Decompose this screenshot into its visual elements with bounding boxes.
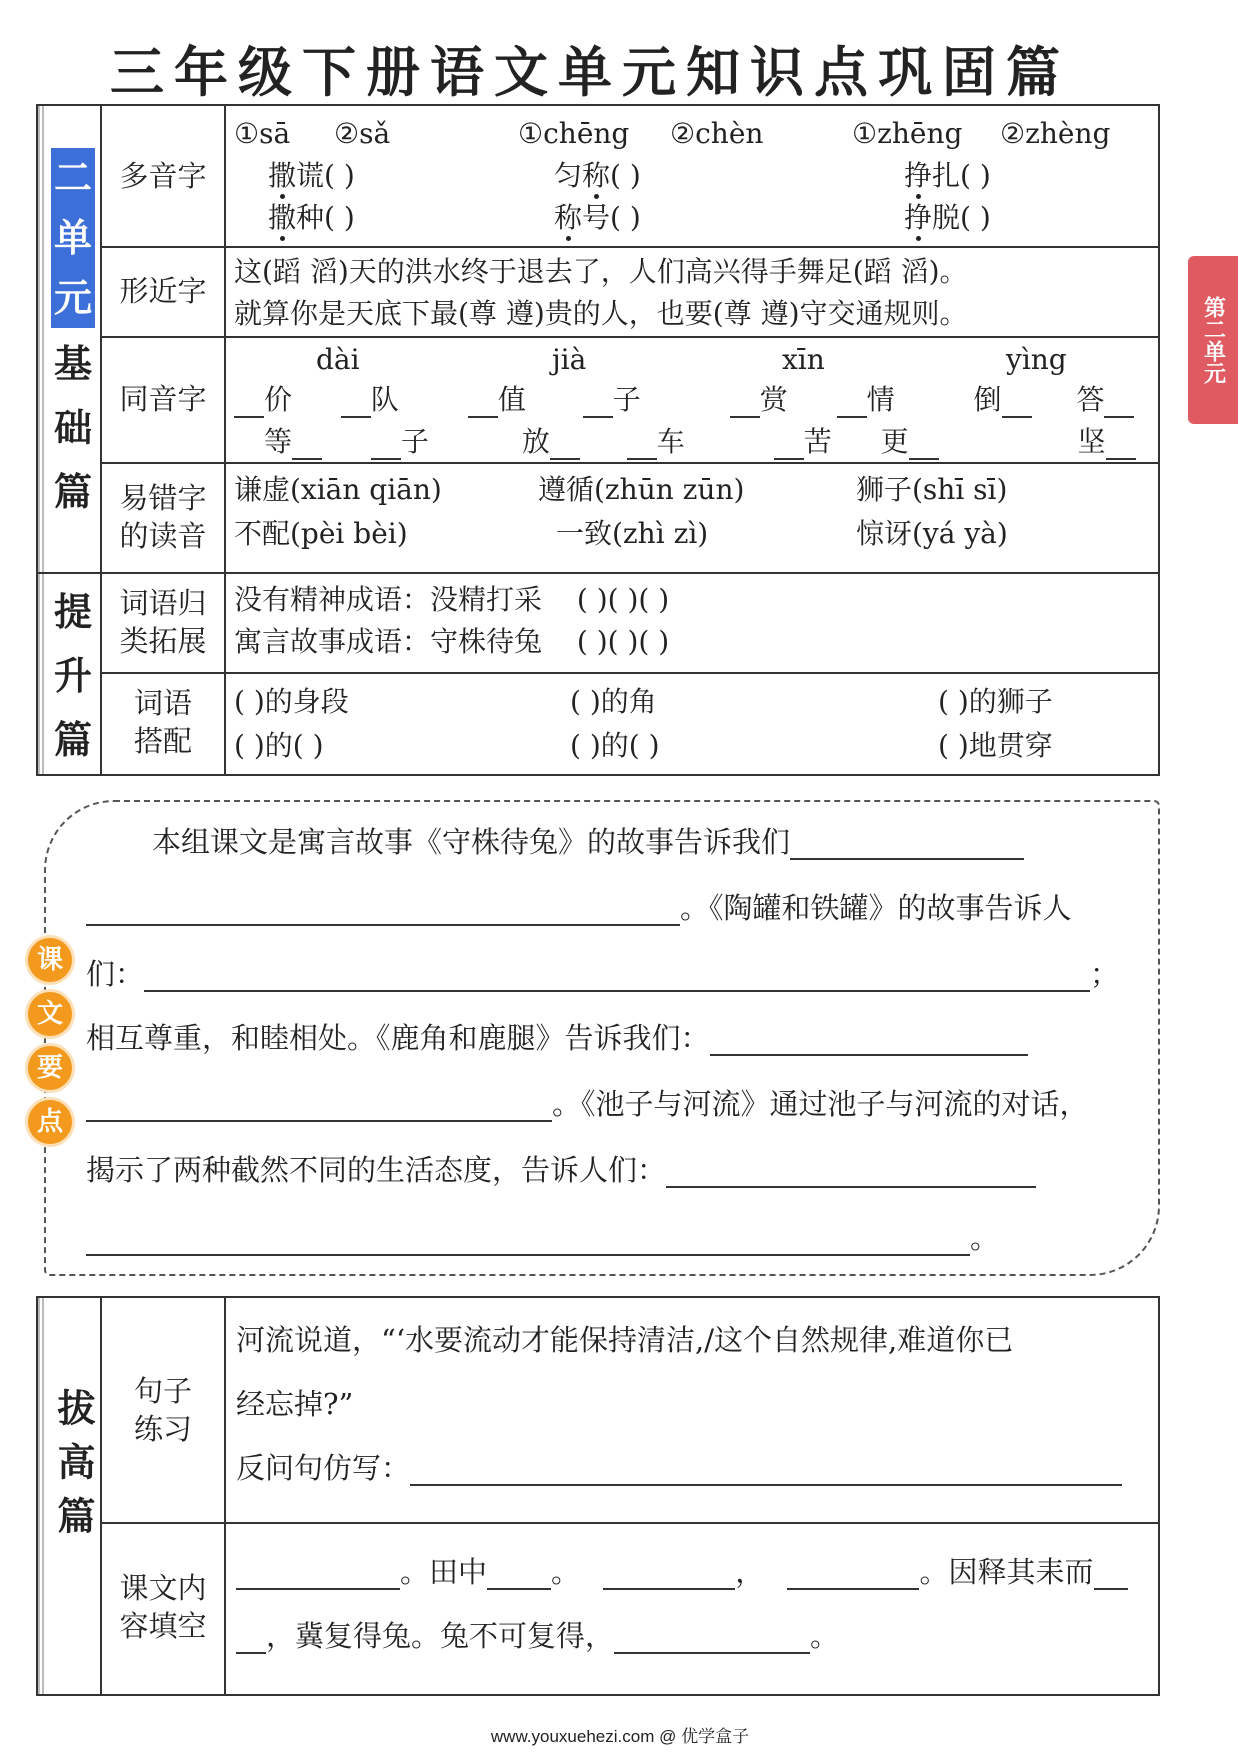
sentence-line-2: 经忘掉?” (236, 1387, 354, 1421)
category-line-1: 没有精神成语：没精打采 ( )( )( ) (234, 583, 670, 616)
similar-line-1: 这(蹈 滔)天的洪水终于退去了，人们高兴得手舞足(蹈 滔)。 (234, 255, 968, 288)
misread-yizhi: 一致(zhì zì) (556, 517, 709, 550)
word-sahuang: 撒谎( ) (268, 159, 355, 192)
match-blank-2: ( )的( ) (570, 729, 660, 762)
key-line-7: 。 (86, 1220, 999, 1256)
badge-ke: 课 (28, 938, 72, 982)
word-zhengtuo: 挣脱( ) (904, 201, 991, 234)
section-basic (46, 148, 100, 524)
sentence-rewrite: 反问句仿写： (236, 1450, 1122, 1486)
badge-wen: 文 (28, 992, 72, 1036)
sentence-line-1: 河流说道，“‘水要流动才能保持清洁,/这个自然规律,难道你已 (236, 1323, 1014, 1357)
section-improve: 提 升 篇 (53, 590, 92, 762)
key-line-1: 本组课文是寓言故事《守株待兔》的故事告诉我们 (152, 824, 1024, 860)
pinyin-ying: yìng (1006, 343, 1067, 376)
key-line-3: 们： ； (86, 957, 1120, 991)
left-stripe (38, 106, 46, 774)
pinyin-sa3: ②sǎ (334, 117, 391, 150)
row-label-category: 词语归 类拓展 (119, 586, 207, 658)
basic-label: 基 础 篇 (53, 342, 92, 514)
match-shizi: ( )的狮子 (938, 685, 1053, 718)
word-sazhong: 撒种( ) (268, 201, 355, 234)
advanced-table (36, 1296, 1160, 1696)
fill-line-1: 。田中 。 ， 。因释其耒而 (236, 1554, 1128, 1590)
match-guanchuan: ( )地贯穿 (938, 729, 1053, 762)
homophone-row-2: 等 子 放 车 苦 更 坚 (234, 424, 1136, 460)
key-line-5: 。《池子与河流》通过池子与河流的对话， (86, 1086, 1089, 1122)
match-blank-1: ( )的( ) (234, 729, 324, 762)
pinyin-zheng1: ①zhēng (852, 117, 963, 150)
badge-yao: 要 (28, 1046, 72, 1090)
left-stripe (38, 1298, 46, 1694)
row-label-polyphone: 多音字 (119, 159, 207, 193)
word-chenghao: 称号( ) (554, 201, 641, 234)
pinyin-dai: dài (316, 343, 360, 376)
unit-side-tab: 第二单元 (1188, 256, 1238, 424)
word-zhengzha: 挣扎( ) (904, 159, 991, 192)
pinyin-chen4: ②chèn (670, 117, 764, 150)
pinyin-jia: jià (552, 343, 587, 376)
key-line-2: 。《陶罐和铁罐》的故事告诉人 (86, 890, 1072, 926)
misread-zunxun: 遵循(zhūn zūn) (538, 473, 745, 506)
misread-qianxu: 谦虚(xiān qiān) (234, 473, 442, 506)
basic-table (36, 104, 1160, 776)
pinyin-cheng1: ①chēng (518, 117, 630, 150)
word-yuncheng: 匀称( ) (554, 159, 641, 192)
fill-line-2: ，冀复得兔。兔不可复得， 。 (236, 1618, 839, 1654)
pinyin-xin: xīn (782, 343, 825, 376)
misread-shizi: 狮子(shī sī) (856, 473, 1008, 506)
row-label-similar: 形近字 (119, 274, 207, 308)
pinyin-sa1: ①sā (234, 117, 291, 150)
match-jiao: ( )的角 (570, 685, 657, 718)
category-line-2: 寓言故事成语：守株待兔 ( )( )( ) (234, 625, 670, 658)
row-label-sentence: 句子 练习 (133, 1374, 192, 1446)
homophone-row-1: 价 队 值 子 赏 情 倒 答 (234, 382, 1134, 418)
misread-jingya: 惊讶(yá yà) (856, 517, 1008, 550)
match-shenduan: ( )的身段 (234, 685, 349, 718)
page-title: 三年级下册语文单元知识点巩固篇 (110, 41, 1070, 104)
section-advanced: 拔高篇 (51, 1388, 95, 1550)
similar-line-2: 就算你是天底下最(尊 遵)贵的人，也要(尊 遵)守交通规则。 (234, 297, 968, 330)
footer-watermark: www.youxuehezi.com @ 优学盒子 (490, 1727, 750, 1746)
misread-bupei: 不配(pèi bèi) (234, 517, 408, 550)
pinyin-zheng4: ②zhèng (1000, 117, 1111, 150)
key-line-4: 相互尊重，和睦相处。《鹿角和鹿腿》告诉我们： (86, 1020, 1028, 1056)
row-label-fill: 课文内 容填空 (119, 1571, 207, 1643)
key-line-6: 揭示了两种截然不同的生活态度，告诉人们： (86, 1152, 1036, 1188)
row-label-homophone: 同音字 (119, 382, 207, 416)
badge-dian: 点 (28, 1100, 72, 1144)
row-label-misread: 易错字 的读音 (119, 481, 207, 553)
row-label-match: 词语 搭配 (133, 686, 192, 758)
unit-label: 二 单 元 (51, 148, 95, 328)
